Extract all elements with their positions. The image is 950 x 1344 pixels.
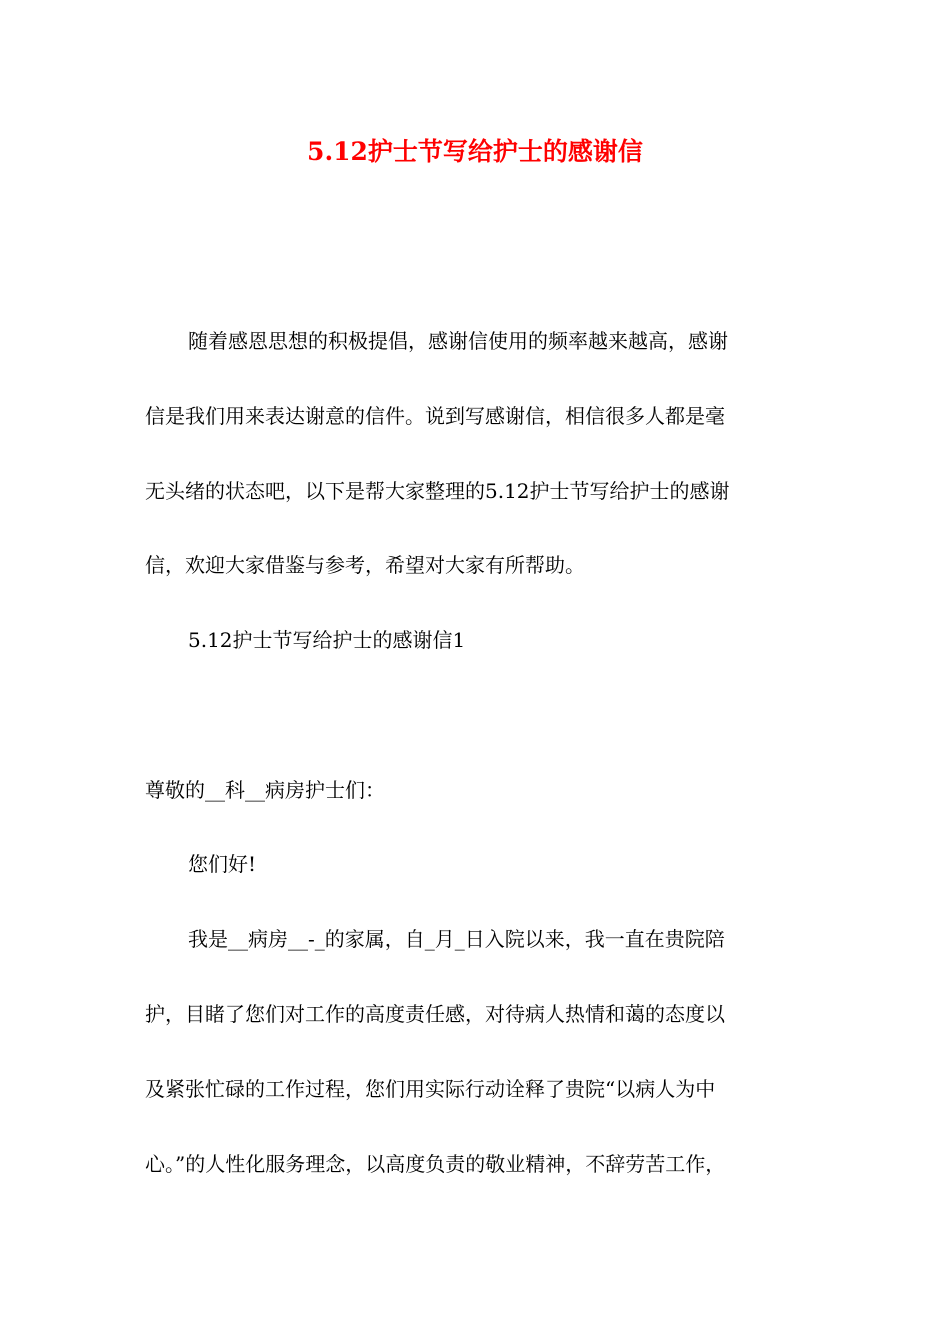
body-line-3: 及紧张忙碌的工作过程，您们用实际行动诠释了贵院“以病人为中 (145, 1077, 716, 1101)
document-title: 5.12护士节写给护士的感谢信 (307, 137, 643, 166)
intro-line-2: 信是我们用来表达谢意的信件。说到写感谢信，相信很多人都是毫 (145, 404, 725, 428)
intro-line-1: 随着感恩思想的积极提倡，感谢信使用的频率越来越高，感谢 (188, 329, 728, 353)
body-line-2: 护，目睹了您们对工作的高度责任感，对待病人热情和蔼的态度以 (145, 1002, 725, 1026)
body-line-4: 心。”的人性化服务理念，以高度负责的敬业精神，不辞劳苦工作， (145, 1152, 726, 1176)
intro-line-4: 信，欢迎大家借鉴与参考，希望对大家有所帮助。 (145, 553, 585, 577)
body-line-1: 我是__病房__-_的家属，自_月_日入院以来，我一直在贵院陪 (188, 927, 725, 951)
salutation: 尊敬的__科__病房护士们： (145, 778, 385, 802)
greeting: 您们好! (188, 852, 257, 876)
intro-line-3: 无头绪的状态吧，以下是帮大家整理的5.12护士节写给护士的感谢 (145, 479, 730, 503)
section-heading: 5.12护士节写给护士的感谢信1 (188, 628, 466, 652)
